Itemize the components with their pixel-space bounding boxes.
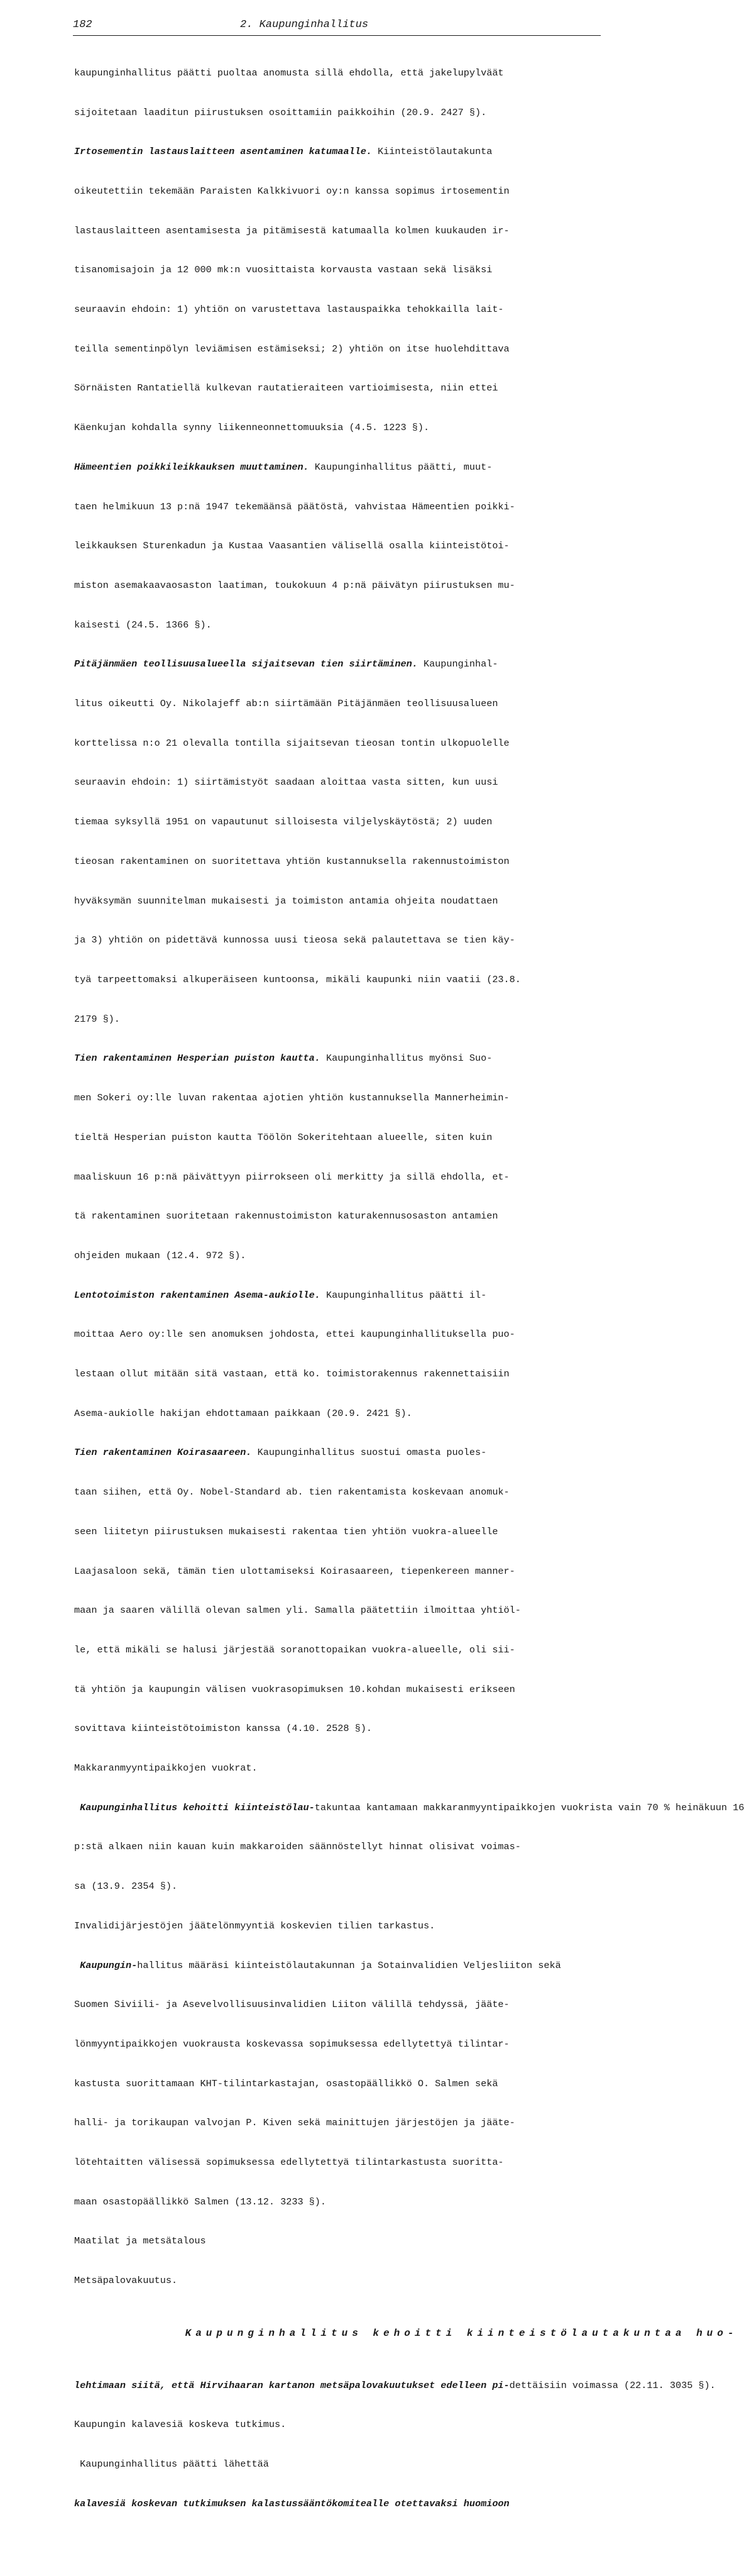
text-run: Kaupunginhallitus päätti, muut-	[309, 461, 493, 473]
text-line: maan osastopäällikkö Salmen (13.12. 3233 §).	[74, 2196, 327, 2208]
text-run: dettäisiin voimassa (22.11. 3035 §).	[509, 2379, 716, 2391]
section-title-hameentie: Hämeentien poikkileikkauksen muuttaminen.	[74, 461, 309, 473]
section-title-metsapalo: lehtimaan siitä, että Hirvihaaran kartanon metsäpalovakuutukset edelleen pi-	[74, 2379, 510, 2391]
text-line: ohjeiden mukaan (12.4. 972 §).	[74, 1249, 246, 1261]
section-title-pitajanmaki: Pitäjänmäen teollisuusalueella sijaitsevan tien siirtäminen.	[74, 658, 418, 670]
running-head: 2. Kaupunginhallitus	[240, 19, 369, 31]
text-line: kaisesti (24.5. 1366 §).	[74, 619, 212, 631]
text-line: korttelissa n:o 21 olevalla tontilla sijaitsevan tieosan tontin ulkopuolelle	[74, 737, 510, 749]
document-body	[74, 40, 744, 2576]
text-line: hyväksymän suunnitelman mukaisesti ja toimiston antamia ohjeita noudattaen	[74, 895, 498, 907]
section-title-hesperia: Tien rakentaminen Hesperian puiston kautta.	[74, 1053, 320, 1064]
section-title-kalavedet: kalavesiä koskevan tutkimuksen kalastussääntökomitealle otettavaksi huomioon	[74, 2497, 510, 2509]
section-heading-maatilat: Kaupunginhallitus kehoitti kiinteistölautakuntaa huo-	[175, 2327, 738, 2339]
text-line: le, että mikäli se halusi järjestää soranottopaikan vuokra-alueelle, oli sii-	[74, 1644, 515, 1656]
text-line: Laajasaloon sekä, tämän tien ulottamiseksi Koirasaareen, tiepenkereen manner-	[74, 1565, 515, 1577]
text-line: lastauslaitteen asentamisesta ja pitämisestä katumaalla kolmen kuukauden ir-	[74, 224, 510, 236]
text-line: halli- ja torikaupan valvojan P. Kiven sekä mainittujen järjestöjen ja jääte-	[74, 2117, 515, 2129]
text-run: Kaupunginhal-	[417, 658, 498, 670]
text-line: Suomen Siviili- ja Asevelvollisuusinvalidien Liiton välillä tehdyssä, jääte-	[74, 1999, 510, 2011]
text-line: litus oikeutti Oy. Nikolajeff ab:n siirtämään Pitäjänmäen teollisuusalueen	[74, 698, 498, 710]
text-line: Kaupunginhallitus päätti lähettää	[74, 2458, 269, 2470]
text-line: tiemaa syksyllä 1951 on vapautunut silloisesta viljelyskäytöstä; 2) uuden	[74, 816, 493, 828]
text-line: Makkaranmyyntipaikkojen vuokrat.	[74, 1762, 258, 1774]
text-line: men Sokeri oy:lle luvan rakentaa ajotien yhtiön kustannuksella Mannerheimin-	[74, 1092, 510, 1104]
text-line: sijoitetaan laaditun piirustuksen osoittamiin paikkoihin (20.9. 2427 §).	[74, 106, 487, 118]
section-title-irtosementti: Irtosementin lastauslaitteen asentaminen katumaalle.	[74, 146, 372, 158]
text-line: lönmyyntipaikkojen vuokrausta koskevassa sopimuksessa edellytettyä tilintar-	[74, 2038, 510, 2050]
text-line: sovittava kiinteistötoimiston kanssa (4.10. 2528 §).	[74, 1723, 372, 1735]
text-line: miston asemakaavaosaston laatiman, toukokuun 4 p:nä päivätyn piirustuksen mu-	[74, 579, 515, 591]
page-number: 182	[73, 19, 92, 31]
text-line: teilla sementinpölyn leviämisen estämiseksi; 2) yhtiön on itse huolehdittava	[74, 343, 510, 355]
text-line: Kaupungin kalavesiä koskeva tutkimus.	[74, 2419, 287, 2431]
text-line: seuraavin ehdoin: 1) siirtämistyöt saadaan aloittaa vasta sitten, kun uusi	[74, 777, 498, 788]
text-line: seuraavin ehdoin: 1) yhtiön on varustettava lastauspaikka tehokkailla lait-	[74, 304, 504, 316]
text-line: kastusta suorittamaan KHT-tilintarkastajan, osastopäällikkö O. Salmen sekä	[74, 2077, 498, 2089]
text-line: tieosan rakentaminen on suoritettava yhtiön kustannuksella rakennustoimiston	[74, 855, 510, 867]
section-title-invalidit: Kaupungin-	[74, 1959, 138, 1971]
text-line: seen liitetyn piirustuksen mukaisesti rakentaa tien yhtiön vuokra-alueelle	[74, 1525, 498, 1537]
text-line: 2179 §).	[74, 1013, 120, 1025]
text-run: Kaupunginhallitus päätti il-	[320, 1289, 487, 1301]
text-line: Asema-aukiolle hakijan ehdottamaan paikkaan (20.9. 2421 §).	[74, 1407, 412, 1419]
text-run: Kaupunginhallitus myönsi Suo-	[320, 1053, 493, 1064]
text-line: tyä tarpeettomaksi alkuperäiseen kuntoonsa, mikäli kaupunki niin vaatii (23.8.	[74, 973, 521, 985]
text-line	[74, 461, 606, 474]
text-line: Maatilat ja metsätalous	[74, 2235, 206, 2247]
text-line	[74, 145, 606, 158]
text-run: Kaupunginhallitus suostui omasta puoles-	[251, 1447, 487, 1459]
text-run: Kiinteistölautakunta	[371, 146, 493, 158]
text-line: ja 3) yhtiön on pidettävä kunnossa uusi tieosa sekä palautettava se tien käy-	[74, 934, 515, 946]
section-title-makkara: Kaupunginhallitus kehoitti kiinteistölau-	[74, 1801, 315, 1813]
text-line: maan ja saaren välillä olevan salmen yli. Samalla päätettiin ilmoittaa yhtiöl-	[74, 1605, 521, 1617]
text-line	[74, 658, 606, 671]
text-line: lestaan ollut mitään sitä vastaan, että ko. toimistorakennus rakennettaisiin	[74, 1368, 510, 1380]
text-line: Sörnäisten Rantatiellä kulkevan rautatieraiteen vartioimisesta, niin ettei	[74, 382, 498, 394]
text-line	[74, 2497, 606, 2511]
text-line	[74, 1289, 606, 1302]
text-line: lötehtaitten välisessä sopimuksessa edellytettyä tilintarkastusta suoritta-	[74, 2157, 504, 2169]
text-line: tieltä Hesperian puiston kautta Töölön Sokeritehtaan alueelle, siten kuin	[74, 1131, 493, 1143]
text-line: tä rakentaminen suoritetaan rakennustoimiston katurakennusosaston antamien	[74, 1210, 498, 1222]
text-line: tä yhtiön ja kaupungin välisen vuokrasopimuksen 10.kohdan mukaisesti erikseen	[74, 1683, 515, 1695]
text-line	[74, 1446, 606, 1459]
text-line: taen helmikuun 13 p:nä 1947 tekemäänsä päätöstä, vahvistaa Hämeentien poikki-	[74, 500, 515, 512]
text-line	[74, 1801, 744, 1815]
page-header	[73, 14, 601, 36]
text-line: leikkauksen Sturenkadun ja Kustaa Vaasantien välisellä osalla kiinteistötoi-	[74, 540, 510, 552]
text-line: Metsäpalovakuutus.	[74, 2275, 178, 2287]
text-run: hallitus määräsi kiinteistölautakunnan ja Sotainvalidien Veljesliiton sekä	[137, 1959, 561, 1971]
text-line: Invalidijärjestöjen jäätelönmyyntiä koskevien tilien tarkastus.	[74, 1920, 435, 1932]
text-line: oikeutettiin tekemään Paraisten Kalkkivuori oy:n kanssa sopimus irtosementin	[74, 185, 510, 197]
text-line: maaliskuun 16 p:nä päivättyyn piirrokseen oli merkitty ja sillä ehdolla, et-	[74, 1171, 510, 1183]
section-title-koirasaari: Tien rakentaminen Koirasaareen.	[74, 1447, 252, 1459]
text-line	[74, 2537, 606, 2550]
text-line: p:stä alkaen niin kauan kuin makkaroiden säännöstellyt hinnat olisivat voimas-	[74, 1841, 521, 1853]
text-line: Käenkujan kohdalla synny liikenneonnettomuuksia (4.5. 1223 §).	[74, 422, 430, 434]
text-line: kaupunginhallitus päätti puoltaa anomusta sillä ehdolla, että jakelupylväät	[74, 67, 504, 79]
text-line: moittaa Aero oy:lle sen anomuksen johdosta, ettei kaupunginhallituksella puo-	[74, 1329, 515, 1341]
text-line	[74, 1959, 606, 1972]
section-title-lentotoimisto: Lentotoimiston rakentaminen Asema-aukiolle.	[74, 1289, 320, 1301]
text-line	[74, 1052, 606, 1065]
text-line	[74, 2379, 716, 2392]
text-line: sa (13.9. 2354 §).	[74, 1881, 178, 1893]
text-line: tisanomisajoin ja 12 000 mk:n vuosittaista korvausta vastaan sekä lisäksi	[74, 264, 493, 276]
text-run: takuntaa kantamaan makkaranmyyntipaikkojen vuokrista vain 70 % heinäkuun 16	[314, 1801, 744, 1813]
text-line: taan siihen, että Oy. Nobel-Standard ab. tien rakentamista koskevaan anomuk-	[74, 1486, 510, 1498]
